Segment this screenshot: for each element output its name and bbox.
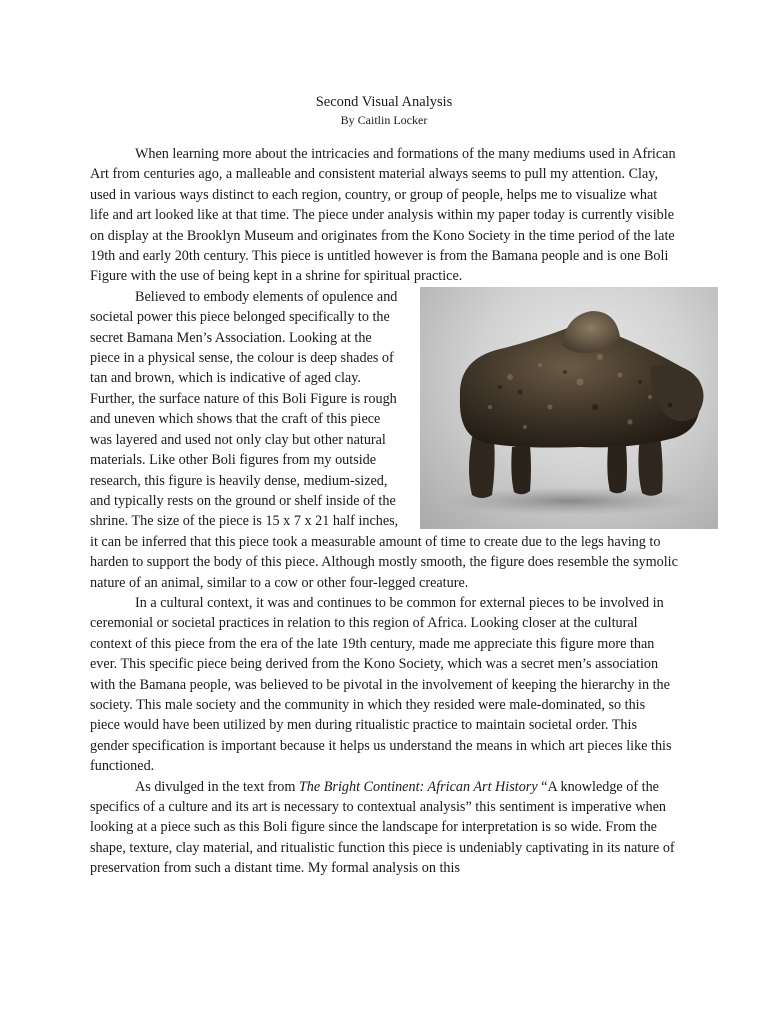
document-byline: By Caitlin Locker — [340, 113, 428, 127]
paragraph-3: In a cultural context, it was and continues to be common for external pieces to be involved in ceremonial or societal practices in relation to this region of Africa. Looking closer at the cultural context of this piece from the era of the late 19th century, made me appreciate this figure more than ever. This specific piece being derived from the Kono Society, which was a secret men’s association with the Bamana people, was believed to be pivotal in the involvement of keeping the hierarchy in the society. This male society and the community in which they resided were male-dominated, so this piece would have been utilized by men during ritualistic practice to maintain societal order. This gender specification is important because it helps us understand the means in which art pieces like this functioned. — [90, 594, 672, 775]
document-body — [90, 144, 678, 879]
book-title: The Bright Continent: African Art History — [298, 778, 538, 795]
paragraph-4-rest: “A knowledge of the specifics of a culture and its art is necessary to contextual analysis” this sentiment is imperative when looking at a piece such as this Boli figure since the landscape for interpretation is so wide. From the shape, texture, clay material, and ritualistic function this piece is undeniably captivating in its nature of preservation from such a distant time. My formal analysis on this — [90, 778, 675, 877]
boli-figure-icon — [420, 287, 718, 529]
document-title: Second Visual Analysis — [315, 94, 453, 110]
document-page — [90, 92, 678, 879]
paragraph-4 — [90, 777, 678, 879]
paragraph-4-lead: As divulged in the text from — [135, 778, 299, 795]
paragraph-1: When learning more about the intricacies and formations of the many mediums used in African Art from centuries ago, a malleable and consistent material always seems to pull my attention. Clay, used in various ways distinct to each region, country, or group of people, helps me to visualize what life and art looked like at that time. The piece under analysis within my paper today is currently visible on display at the Brooklyn Museum and originates from the Kono Society in the time period of the late 19th and early 20th century. This piece is untitled however is from the Bamana people and is one Boli Figure with the use of being kept in a shrine for spiritual practice. — [90, 146, 676, 285]
paragraph-2: Believed to embody elements of opulence and societal power this piece belonged specifically to the secret Bamana Men’s Association. Looking at the piece in a physical sense, the colour is deep shades of tan and brown, which is indicative of aged clay. Further, the surface nature of this Boli Figure is rough and uneven which shows that the craft of this piece was layered and used not only clay but other natural materials. Like other Boli figures from my outside research, this figure is heavily dense, medium-sized, and typically rests on the ground or shelf inside of the shrine. The size of the piece is 15 x 7 x 21 half inches, it can be inferred that this piece took a measurable amount of time to create due to the legs having to harden to support the body of this piece. Although mostly smooth, the figure does resemble the symolic nature of an animal, similar to a cow or other four-legged creature. — [90, 288, 678, 591]
boli-figure-photo — [420, 287, 718, 529]
